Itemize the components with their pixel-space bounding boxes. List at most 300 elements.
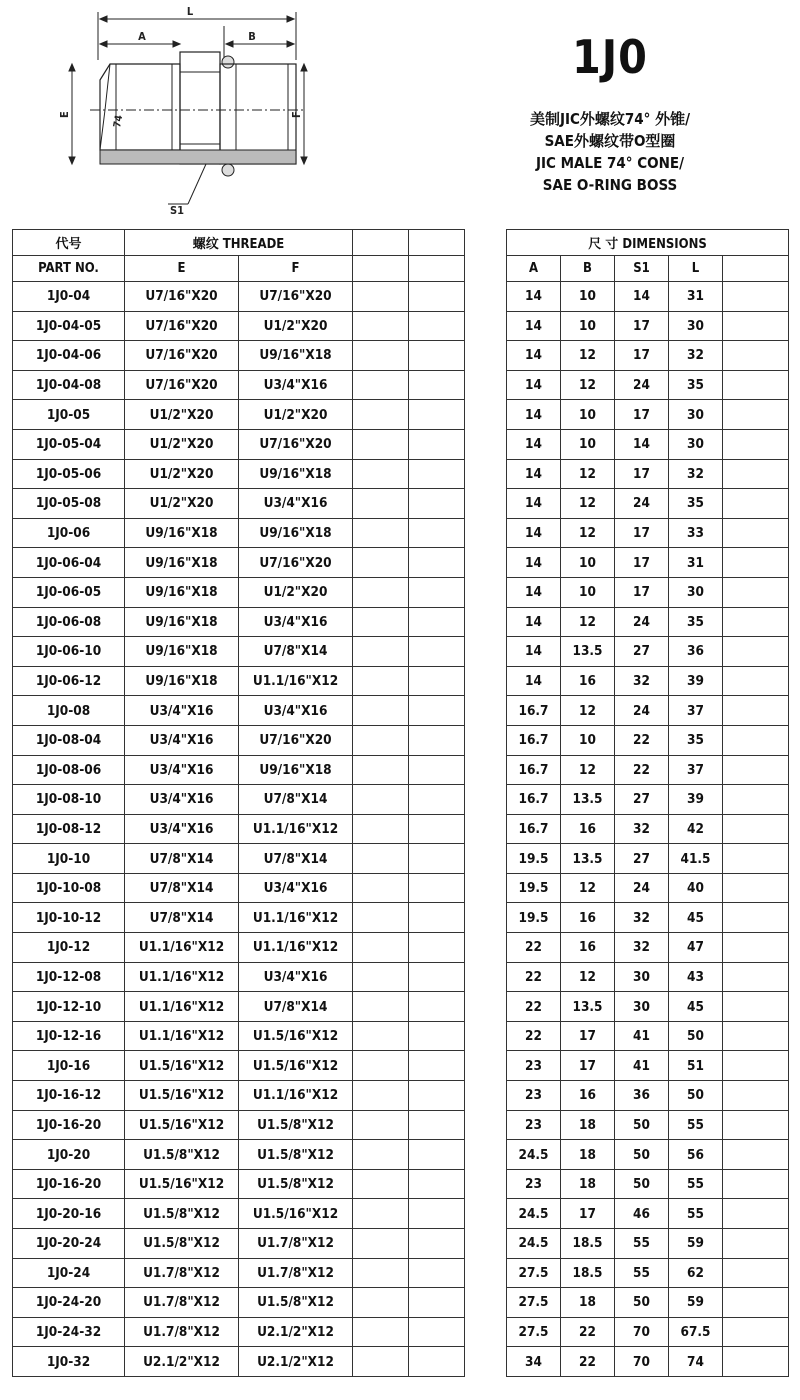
cell-empty (353, 1199, 409, 1229)
cell-empty (723, 1199, 789, 1229)
description-line: JIC MALE 74° CONE/ (535, 154, 685, 172)
cell-dim-l: 47 (669, 933, 723, 963)
cell-part-no: 1J0-06-04 (13, 548, 125, 578)
cell-dim-b: 13.5 (561, 992, 615, 1022)
cell-empty (409, 992, 465, 1022)
boss-end-outline (220, 64, 296, 164)
cell-empty (409, 548, 465, 578)
cell-dim-b: 22 (561, 1317, 615, 1347)
cell-empty (723, 429, 789, 459)
cell-empty (353, 1229, 409, 1259)
cell-empty (409, 903, 465, 933)
cell-gap (465, 518, 507, 548)
cell-dim-b: 13.5 (561, 785, 615, 815)
cell-part-no: 1J0-08-06 (13, 755, 125, 785)
cell-dim-a: 27.5 (507, 1288, 561, 1318)
cell-dim-l: 59 (669, 1229, 723, 1259)
cell-thread-e: U7/16"X20 (125, 311, 239, 341)
cell-dim-s1: 24 (615, 873, 669, 903)
cell-dim-a: 19.5 (507, 873, 561, 903)
cell-dim-b: 13.5 (561, 637, 615, 667)
cell-dim-l: 43 (669, 962, 723, 992)
cell-dim-a: 24.5 (507, 1199, 561, 1229)
cell-dim-l: 37 (669, 755, 723, 785)
cell-dim-s1: 17 (615, 518, 669, 548)
cell-part-no: 1J0-24 (13, 1258, 125, 1288)
cell-dim-b: 18.5 (561, 1258, 615, 1288)
header-empty (353, 230, 409, 256)
cell-dim-l: 35 (669, 489, 723, 519)
cell-dim-b: 18 (561, 1110, 615, 1140)
cell-empty (723, 1140, 789, 1170)
table-row (13, 282, 789, 312)
product-description (500, 108, 720, 196)
cell-dim-a: 22 (507, 992, 561, 1022)
table-row (13, 1021, 789, 1051)
header-empty (409, 256, 465, 282)
cell-thread-f: U1/2"X20 (239, 577, 353, 607)
cell-dim-l: 45 (669, 992, 723, 1022)
cell-empty (723, 1317, 789, 1347)
cell-empty (723, 459, 789, 489)
cell-dim-s1: 50 (615, 1169, 669, 1199)
cell-empty (353, 1288, 409, 1318)
cell-dim-b: 16 (561, 814, 615, 844)
cell-thread-e: U1.5/16"X12 (125, 1169, 239, 1199)
cell-empty (723, 311, 789, 341)
product-title: 1J0 (572, 30, 648, 84)
cell-empty (723, 873, 789, 903)
cell-dim-l: 32 (669, 459, 723, 489)
cell-dim-a: 14 (507, 577, 561, 607)
cell-empty (723, 1258, 789, 1288)
cell-part-no: 1J0-05-06 (13, 459, 125, 489)
dim-label-e: E (58, 111, 71, 118)
cell-dim-a: 14 (507, 607, 561, 637)
cell-dim-a: 24.5 (507, 1229, 561, 1259)
table-row (13, 1081, 789, 1111)
cell-thread-e: U7/8"X14 (125, 903, 239, 933)
cell-dim-s1: 17 (615, 459, 669, 489)
cell-empty (723, 489, 789, 519)
cell-dim-l: 30 (669, 400, 723, 430)
cell-empty (353, 755, 409, 785)
cell-dim-s1: 70 (615, 1347, 669, 1377)
cell-empty (353, 548, 409, 578)
cell-empty (723, 933, 789, 963)
cell-dim-a: 14 (507, 341, 561, 371)
cell-empty (353, 1317, 409, 1347)
cell-dim-s1: 32 (615, 903, 669, 933)
angle-label: 74 (112, 114, 126, 129)
cell-gap (465, 933, 507, 963)
table-row (13, 548, 789, 578)
cell-dim-s1: 14 (615, 282, 669, 312)
cell-dim-a: 23 (507, 1169, 561, 1199)
cell-thread-f: U7/16"X20 (239, 548, 353, 578)
cell-empty (723, 282, 789, 312)
cell-dim-a: 16.7 (507, 814, 561, 844)
cell-empty (409, 755, 465, 785)
cell-empty (353, 1021, 409, 1051)
cell-empty (409, 1169, 465, 1199)
cell-thread-e: U1/2"X20 (125, 489, 239, 519)
table-row (13, 962, 789, 992)
cell-empty (409, 1021, 465, 1051)
cell-empty (723, 725, 789, 755)
cell-empty (353, 1347, 409, 1377)
cell-thread-e: U1.5/8"X12 (125, 1229, 239, 1259)
cell-empty (723, 400, 789, 430)
cell-empty (353, 1081, 409, 1111)
table-header-row (13, 230, 789, 256)
cell-dim-a: 22 (507, 1021, 561, 1051)
description-line: SAE O-RING BOSS (542, 176, 678, 194)
cell-dim-b: 12 (561, 696, 615, 726)
cell-dim-b: 12 (561, 755, 615, 785)
cell-thread-f: U1.1/16"X12 (239, 903, 353, 933)
table-row (13, 1110, 789, 1140)
cell-thread-e: U1.7/8"X12 (125, 1317, 239, 1347)
cell-dim-b: 16 (561, 666, 615, 696)
cell-gap (465, 903, 507, 933)
table-row (13, 637, 789, 667)
cell-dim-l: 42 (669, 814, 723, 844)
cell-dim-l: 30 (669, 429, 723, 459)
section-hatch (100, 150, 296, 164)
cell-gap (465, 1169, 507, 1199)
cell-dim-a: 34 (507, 1347, 561, 1377)
cell-part-no: 1J0-05 (13, 400, 125, 430)
cell-part-no: 1J0-16 (13, 1051, 125, 1081)
table-row (13, 1229, 789, 1259)
table-row (13, 1258, 789, 1288)
cell-part-no: 1J0-10-08 (13, 873, 125, 903)
cell-thread-e: U1.1/16"X12 (125, 1021, 239, 1051)
cell-thread-f: U9/16"X18 (239, 755, 353, 785)
cell-thread-e: U1.1/16"X12 (125, 992, 239, 1022)
cell-gap (465, 1110, 507, 1140)
cell-empty (723, 1229, 789, 1259)
cell-dim-s1: 41 (615, 1051, 669, 1081)
cell-thread-e: U7/16"X20 (125, 341, 239, 371)
cell-dim-s1: 50 (615, 1288, 669, 1318)
header-col-f: F (239, 256, 353, 282)
cell-dim-l: 55 (669, 1169, 723, 1199)
cell-part-no: 1J0-12-16 (13, 1021, 125, 1051)
cell-dim-l: 40 (669, 873, 723, 903)
cell-dim-a: 22 (507, 933, 561, 963)
cell-thread-e: U1.7/8"X12 (125, 1288, 239, 1318)
header-part-no: PART NO. (13, 256, 125, 282)
cell-dim-l: 74 (669, 1347, 723, 1377)
cell-thread-f: U9/16"X18 (239, 341, 353, 371)
cell-gap (465, 429, 507, 459)
cell-empty (353, 1140, 409, 1170)
cell-thread-f: U1.1/16"X12 (239, 1081, 353, 1111)
cell-thread-f: U7/8"X14 (239, 785, 353, 815)
dim-label-f: F (290, 111, 303, 118)
cell-dim-l: 39 (669, 666, 723, 696)
cell-dim-l: 50 (669, 1081, 723, 1111)
cell-dim-a: 14 (507, 459, 561, 489)
table-row (13, 1051, 789, 1081)
cell-thread-f: U7/8"X14 (239, 992, 353, 1022)
cell-dim-b: 17 (561, 1021, 615, 1051)
cell-part-no: 1J0-04-06 (13, 341, 125, 371)
cell-thread-e: U9/16"X18 (125, 666, 239, 696)
cell-empty (353, 282, 409, 312)
header-col-b: B (561, 256, 615, 282)
cell-gap (465, 1081, 507, 1111)
cell-dim-a: 27.5 (507, 1258, 561, 1288)
cell-empty (409, 666, 465, 696)
cell-empty (723, 577, 789, 607)
cell-dim-s1: 30 (615, 992, 669, 1022)
cell-thread-e: U9/16"X18 (125, 548, 239, 578)
cell-dim-l: 51 (669, 1051, 723, 1081)
cell-dim-l: 39 (669, 785, 723, 815)
cell-dim-b: 12 (561, 607, 615, 637)
cell-empty (353, 725, 409, 755)
cell-empty (409, 637, 465, 667)
cell-dim-l: 62 (669, 1258, 723, 1288)
cell-empty (353, 489, 409, 519)
table-row (13, 311, 789, 341)
cell-part-no: 1J0-06 (13, 518, 125, 548)
cell-thread-f: U7/16"X20 (239, 725, 353, 755)
cell-gap (465, 1288, 507, 1318)
header-gap (465, 256, 507, 282)
cell-dim-l: 45 (669, 903, 723, 933)
cell-gap (465, 1317, 507, 1347)
cell-empty (353, 1258, 409, 1288)
table-row (13, 755, 789, 785)
cell-empty (353, 400, 409, 430)
cell-part-no: 1J0-08-10 (13, 785, 125, 815)
cell-thread-e: U9/16"X18 (125, 577, 239, 607)
cell-dim-l: 30 (669, 311, 723, 341)
table-row (13, 607, 789, 637)
table-row (13, 1169, 789, 1199)
cell-empty (409, 1081, 465, 1111)
cone-end-outline (100, 64, 180, 150)
cell-dim-a: 19.5 (507, 903, 561, 933)
table-row (13, 992, 789, 1022)
cell-empty (723, 1021, 789, 1051)
cell-empty (409, 459, 465, 489)
cell-empty (353, 844, 409, 874)
cell-thread-f: U1.5/8"X12 (239, 1169, 353, 1199)
cell-thread-e: U9/16"X18 (125, 637, 239, 667)
cell-empty (353, 459, 409, 489)
cell-dim-a: 23 (507, 1081, 561, 1111)
fitting-drawing (60, 0, 320, 225)
cell-empty (409, 1051, 465, 1081)
cell-empty (353, 577, 409, 607)
cell-gap (465, 282, 507, 312)
cell-dim-l: 33 (669, 518, 723, 548)
cell-empty (723, 814, 789, 844)
cell-thread-e: U1.1/16"X12 (125, 962, 239, 992)
cell-part-no: 1J0-10 (13, 844, 125, 874)
cell-dim-b: 17 (561, 1051, 615, 1081)
cell-empty (409, 1110, 465, 1140)
cell-dim-a: 16.7 (507, 696, 561, 726)
cell-empty (409, 282, 465, 312)
cell-dim-l: 31 (669, 548, 723, 578)
cell-thread-f: U7/8"X14 (239, 844, 353, 874)
cell-thread-e: U3/4"X16 (125, 785, 239, 815)
cell-thread-f: U1/2"X20 (239, 311, 353, 341)
cell-thread-f: U1.5/16"X12 (239, 1199, 353, 1229)
cell-thread-e: U3/4"X16 (125, 696, 239, 726)
table-row (13, 785, 789, 815)
cell-dim-l: 55 (669, 1199, 723, 1229)
cell-dim-l: 35 (669, 370, 723, 400)
cell-empty (353, 1110, 409, 1140)
table-row (13, 429, 789, 459)
cell-gap (465, 459, 507, 489)
cell-thread-e: U9/16"X18 (125, 518, 239, 548)
cell-part-no: 1J0-20-24 (13, 1229, 125, 1259)
cell-empty (409, 844, 465, 874)
cell-dim-s1: 41 (615, 1021, 669, 1051)
cell-empty (409, 814, 465, 844)
cell-dim-b: 18.5 (561, 1229, 615, 1259)
cell-dim-s1: 50 (615, 1110, 669, 1140)
cell-dim-s1: 55 (615, 1229, 669, 1259)
cell-empty (409, 873, 465, 903)
table-row (13, 873, 789, 903)
cell-gap (465, 400, 507, 430)
cell-empty (723, 666, 789, 696)
cell-dim-s1: 32 (615, 933, 669, 963)
description-line: SAE外螺纹带O型圈 (544, 132, 676, 150)
cell-gap (465, 785, 507, 815)
header-gap (465, 230, 507, 256)
cell-empty (353, 370, 409, 400)
cell-dim-l: 50 (669, 1021, 723, 1051)
table-row (13, 459, 789, 489)
cell-empty (409, 1317, 465, 1347)
cell-dim-a: 16.7 (507, 725, 561, 755)
cell-gap (465, 489, 507, 519)
cell-empty (409, 341, 465, 371)
header-empty (723, 256, 789, 282)
cell-gap (465, 577, 507, 607)
cell-empty (723, 1288, 789, 1318)
cell-gap (465, 844, 507, 874)
table-row (13, 1317, 789, 1347)
cell-empty (723, 785, 789, 815)
cell-empty (353, 518, 409, 548)
cell-part-no: 1J0-06-10 (13, 637, 125, 667)
cell-thread-e: U1/2"X20 (125, 429, 239, 459)
cell-thread-f: U1.5/8"X12 (239, 1140, 353, 1170)
cell-thread-f: U3/4"X16 (239, 873, 353, 903)
cell-part-no: 1J0-08 (13, 696, 125, 726)
cell-gap (465, 992, 507, 1022)
cell-empty (409, 1258, 465, 1288)
cell-part-no: 1J0-08-04 (13, 725, 125, 755)
cell-part-no: 1J0-12 (13, 933, 125, 963)
cell-dim-l: 41.5 (669, 844, 723, 874)
cell-empty (353, 992, 409, 1022)
cell-dim-b: 16 (561, 933, 615, 963)
cell-dim-s1: 32 (615, 814, 669, 844)
cell-dim-b: 12 (561, 962, 615, 992)
cell-part-no: 1J0-16-12 (13, 1081, 125, 1111)
cell-dim-l: 59 (669, 1288, 723, 1318)
cell-gap (465, 637, 507, 667)
dim-label-a: A (138, 30, 146, 43)
cell-thread-e: U7/8"X14 (125, 844, 239, 874)
table-row (13, 518, 789, 548)
cell-empty (409, 518, 465, 548)
cell-empty (409, 429, 465, 459)
cell-dim-s1: 22 (615, 755, 669, 785)
cell-dim-a: 14 (507, 429, 561, 459)
cell-dim-a: 16.7 (507, 785, 561, 815)
cell-part-no: 1J0-05-04 (13, 429, 125, 459)
cell-empty (723, 1110, 789, 1140)
cell-dim-s1: 24 (615, 489, 669, 519)
cell-dim-s1: 36 (615, 1081, 669, 1111)
cell-empty (353, 873, 409, 903)
cell-thread-f: U3/4"X16 (239, 370, 353, 400)
table-subheader-row (13, 256, 789, 282)
cell-part-no: 1J0-20 (13, 1140, 125, 1170)
o-ring-bottom (222, 164, 234, 176)
cell-thread-f: U3/4"X16 (239, 696, 353, 726)
header-col-l: L (669, 256, 723, 282)
cell-thread-e: U1.1/16"X12 (125, 933, 239, 963)
cell-thread-f: U1.7/8"X12 (239, 1229, 353, 1259)
cell-empty (409, 725, 465, 755)
cell-part-no: 1J0-16-20 (13, 1169, 125, 1199)
table-body (13, 282, 789, 1377)
cell-empty (353, 637, 409, 667)
cell-dim-a: 14 (507, 489, 561, 519)
cell-empty (409, 933, 465, 963)
cell-thread-e: U3/4"X16 (125, 725, 239, 755)
cell-gap (465, 1347, 507, 1377)
table-row (13, 489, 789, 519)
cell-thread-f: U1.7/8"X12 (239, 1258, 353, 1288)
cell-empty (723, 518, 789, 548)
cell-dim-s1: 46 (615, 1199, 669, 1229)
cell-dim-a: 14 (507, 370, 561, 400)
header-code-cn: 代号 (13, 230, 125, 256)
table-row (13, 577, 789, 607)
spec-table (12, 229, 789, 1377)
cell-gap (465, 696, 507, 726)
cell-empty (723, 903, 789, 933)
cell-dim-s1: 27 (615, 844, 669, 874)
cell-thread-f: U2.1/2"X12 (239, 1347, 353, 1377)
cell-dim-s1: 17 (615, 341, 669, 371)
cell-thread-f: U7/8"X14 (239, 637, 353, 667)
cell-gap (465, 341, 507, 371)
cell-dim-b: 13.5 (561, 844, 615, 874)
cell-empty (723, 962, 789, 992)
cell-dim-a: 19.5 (507, 844, 561, 874)
cell-dim-s1: 22 (615, 725, 669, 755)
cell-empty (353, 696, 409, 726)
cell-dim-a: 14 (507, 311, 561, 341)
cell-thread-f: U1.1/16"X12 (239, 666, 353, 696)
